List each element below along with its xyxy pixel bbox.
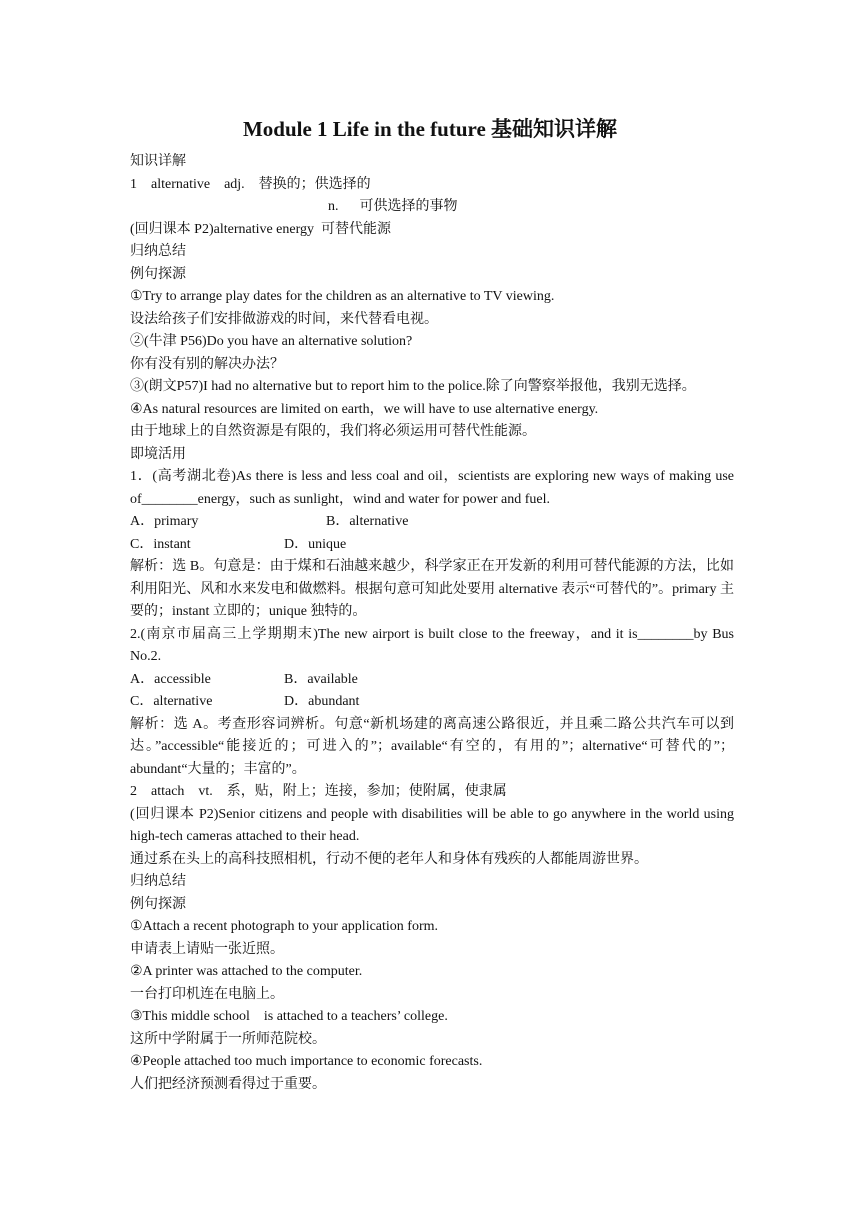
example-sentence: ①Try to arrange play dates for the children as an alternative to TV viewing.: [130, 289, 555, 304]
example-sentence: ②(牛津 P56)Do you have an alternative solution?: [130, 334, 413, 349]
summary-heading: 归纳总结: [130, 244, 186, 259]
question-1-options-row1: [130, 511, 734, 534]
vocab-entry: 2 attach vt. 系，贴，附上；连接，参加；使附属，使隶属: [130, 784, 507, 799]
question-2-explanation: 解析：选 A。考查形容词辨析。句意“新机场建的离高速公路很近，并且乘二路公共汽车可以到达。”accessible“能接近的；可进入的”；available“有空的，有用的”；alternative“可替代的”；abundant“大量的；丰富的”。: [130, 716, 734, 777]
option-d: D．abundant: [284, 694, 360, 709]
example-sentence: ④As natural resources are limited on earth，we will have to use alternative energy.: [130, 401, 599, 417]
summary-heading: 归纳总结: [130, 874, 186, 889]
vocab-entry-noun: n. 可供选择的事物: [328, 199, 458, 214]
question-2: 2.(南京市届高三上学期期末)The new airport is built close to the freeway，and it is________by Bus No.2.: [130, 626, 734, 664]
document-body: [130, 151, 734, 1096]
question-1-explanation: 解析：选 B。句意是：由于煤和石油越来越少，科学家正在开发新的利用可替代能源的方法，比如利用阳光、风和水来发电和做燃料。根据句意可知此处要用 alternative 表示“可替代的”。primary 主要的；instant 立即的；unique 独特的。: [130, 559, 734, 619]
example-sentence: ①Attach a recent photograph to your application form.: [130, 919, 439, 934]
option-a: A．accessible: [130, 671, 211, 687]
example-translation: 通过系在头上的高科技照相机，行动不便的老年人和身体有残疾的人都能周游世界。: [130, 851, 648, 867]
example-sentence: ②A printer was attached to the computer.: [130, 964, 363, 979]
practice-heading: 即境活用: [130, 446, 186, 462]
question-1: 1．(高考湖北卷)As there is less and less coal and oil，scientists are exploring new ways of making use of________energy，such as sunlight，wind and water for power and fuel.: [130, 469, 734, 507]
example-translation: 你有没有别的解决办法？: [130, 356, 284, 372]
example-translation: 这所中学附属于一所师范院校。: [130, 1031, 326, 1047]
example-translation: 申请表上请贴一张近照。: [130, 941, 284, 957]
example-translation: 一台打印机连在电脑上。: [130, 986, 284, 1002]
option-a: A．primary: [130, 514, 199, 529]
option-c: C．instant: [130, 536, 191, 552]
example-translation: 设法给孩子们安排做游戏的时间，来代替看电视。: [130, 311, 438, 327]
question-2-options-row1: [130, 669, 734, 692]
example-sentence: ③This middle school is attached to a teachers’ college.: [130, 1009, 448, 1024]
option-c: C．alternative: [130, 694, 213, 709]
examples-heading: 例句探源: [130, 896, 186, 912]
example-sentence: ④People attached too much importance to economic forecasts.: [130, 1054, 483, 1069]
textbook-reference: (回归课本 P2)alternative energy 可替代能源: [130, 221, 392, 237]
example-translation: 人们把经济预测看得过于重要。: [130, 1076, 326, 1092]
question-2-options-row2: [130, 691, 734, 714]
option-d: D．unique: [284, 536, 347, 552]
vocab-entry: 1 alternative adj. 替换的；供选择的: [130, 176, 371, 192]
example-translation: 由于地球上的自然资源是有限的，我们将必须运用可替代性能源。: [130, 424, 536, 439]
textbook-reference: (回归课本 P2)Senior citizens and people with disabilities will be able to go anywhere in the world using high-tech cameras attached to their head.: [130, 806, 734, 844]
example-sentence: ③(朗文P57)I had no alternative but to report him to the police.除了向警察举报他，我别无选择。: [130, 379, 696, 394]
option-b: B．alternative: [326, 514, 409, 529]
option-b: B．available: [284, 671, 358, 687]
examples-heading: 例句探源: [130, 266, 186, 282]
page-title: Module 1 Life in the future 基础知识详解: [242, 117, 618, 141]
question-1-options-row2: [130, 534, 734, 557]
section-heading: 知识详解: [130, 154, 186, 169]
